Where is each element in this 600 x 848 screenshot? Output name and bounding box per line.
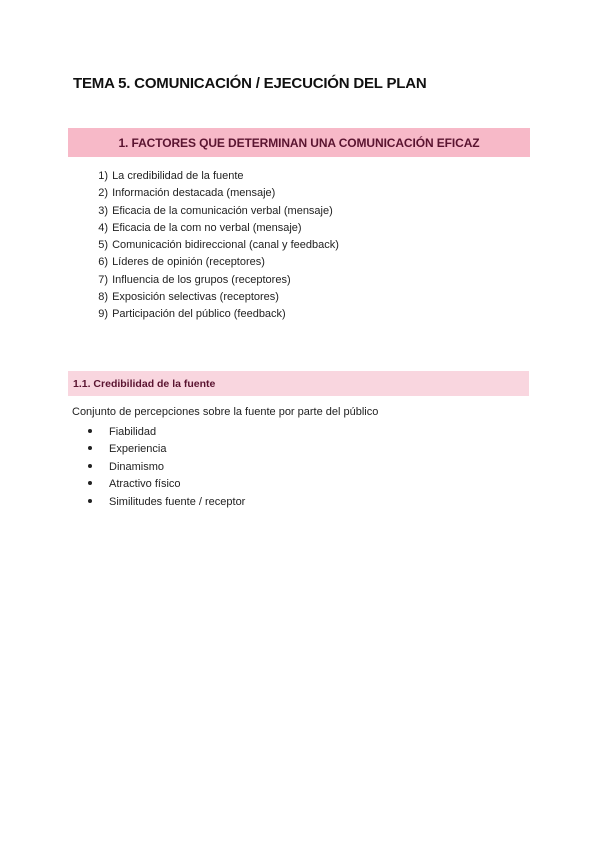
bullet-icon	[88, 481, 92, 485]
list-item	[84, 237, 339, 254]
section-heading-banner	[68, 128, 530, 157]
list-item-text: Participación del público (feedback)	[112, 308, 286, 321]
list-item	[88, 476, 245, 493]
list-item-number: 3)	[98, 204, 108, 217]
list-item-text: Fiabilidad	[109, 426, 157, 438]
list-item	[84, 272, 339, 289]
list-item	[88, 494, 245, 511]
list-item-text: La credibilidad de la fuente	[112, 170, 244, 182]
list-item-number: 5)	[98, 239, 108, 252]
bullet-icon	[88, 464, 92, 468]
list-item	[88, 424, 245, 441]
list-item-text: Experiencia	[109, 443, 167, 456]
list-item-text: Comunicación bidireccional (canal y feedback)	[112, 239, 339, 252]
credibility-bullets	[88, 424, 245, 511]
list-item	[84, 254, 339, 271]
list-item	[84, 289, 339, 306]
list-item	[84, 168, 339, 185]
list-item-number: 4)	[98, 221, 108, 234]
list-item	[84, 306, 339, 323]
list-item-number: 7)	[98, 273, 108, 286]
factors-list	[84, 168, 339, 324]
subsection-heading: 1.1. Credibilidad de la fuente	[73, 377, 216, 390]
list-item-text: Información destacada (mensaje)	[112, 187, 276, 200]
list-item-text: Eficacia de la com no verbal (mensaje)	[112, 221, 302, 234]
list-item-number: 1)	[98, 170, 108, 182]
list-item-text: Atractivo físico	[109, 478, 181, 491]
list-item-text: Influencia de los grupos (receptores)	[112, 273, 291, 286]
list-item	[88, 459, 245, 476]
section-heading: 1. FACTORES QUE DETERMINAN UNA COMUNICACIÓN EFICAZ	[118, 135, 480, 150]
subsection-heading-banner	[68, 371, 529, 396]
list-item-number: 9)	[98, 308, 108, 321]
page-title: TEMA 5. COMUNICACIÓN / EJECUCIÓN DEL PLAN	[73, 75, 427, 92]
list-item-text: Eficacia de la comunicación verbal (mensaje)	[112, 204, 333, 217]
list-item-text: Similitudes fuente / receptor	[109, 495, 246, 508]
list-item	[84, 203, 339, 220]
list-item	[88, 441, 245, 458]
bullet-icon	[88, 446, 92, 450]
list-item-number: 8)	[98, 291, 108, 304]
list-item	[84, 185, 339, 202]
bullet-icon	[88, 429, 92, 433]
list-item-number: 2)	[98, 187, 108, 200]
list-item	[84, 220, 339, 237]
list-item-number: 6)	[98, 256, 108, 269]
list-item-text: Exposición selectivas (receptores)	[112, 291, 279, 304]
list-item-text: Dinamismo	[109, 460, 165, 473]
list-item-text: Líderes de opinión (receptores)	[112, 256, 265, 269]
intro-paragraph: Conjunto de percepciones sobre la fuente por parte del público	[72, 406, 379, 418]
bullet-icon	[88, 499, 92, 503]
